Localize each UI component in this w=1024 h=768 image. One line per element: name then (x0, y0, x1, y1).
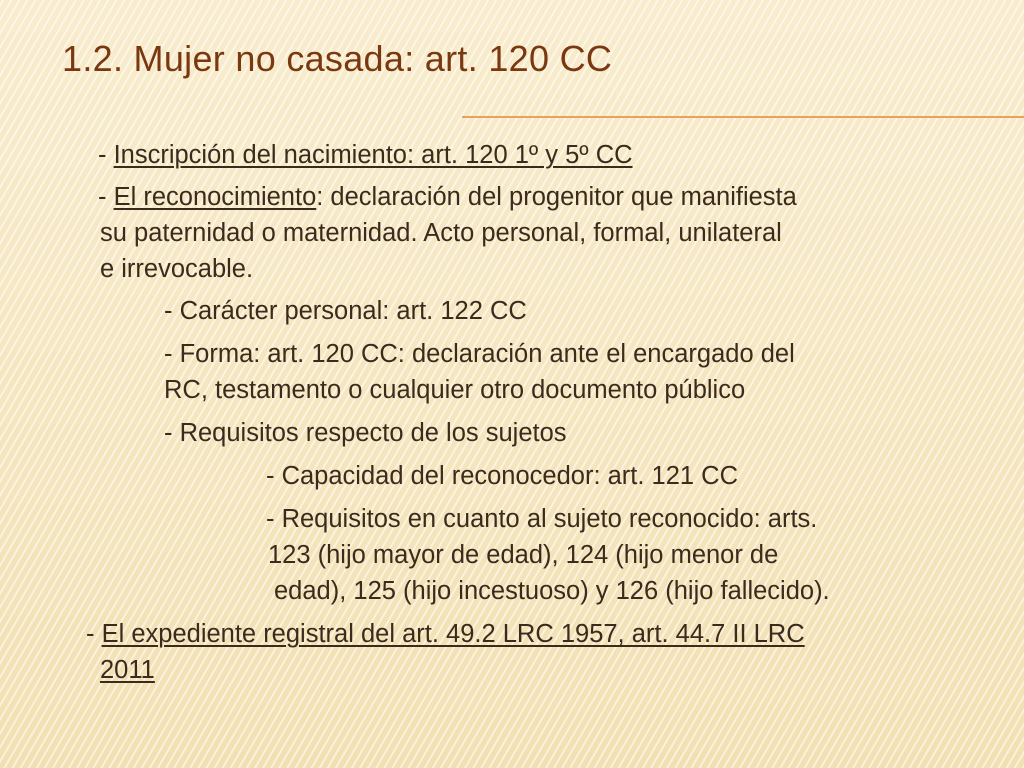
bullet-dash: - (86, 620, 102, 648)
capacidad-reconocedor: - Capacidad del reconocedor: art. 121 CC (266, 462, 739, 490)
forma-line: - Forma: art. 120 CC: declaración ante el encargado del (164, 340, 795, 368)
title-divider (462, 116, 1024, 118)
bullet-dash: - (98, 141, 114, 169)
inscripcion-link[interactable]: Inscripción del nacimiento: art. 120 1º y 5º CC (113, 141, 633, 169)
caracter-personal: - Carácter personal: art. 122 CC (164, 297, 527, 325)
requisitos-reconocido-end: edad), 125 (hijo incestuoso) y 126 (hijo fallecido). (274, 577, 830, 605)
line-expediente (86, 617, 805, 651)
reconocimiento-link[interactable]: El reconocimiento (113, 183, 317, 211)
slide-title: 1.2. Mujer no casada: art. 120 CC (62, 38, 613, 79)
forma-line-cont: RC, testamento o cualquier otro documento público (164, 376, 746, 404)
line-reconocimiento (98, 180, 797, 214)
expediente-link[interactable]: El expediente registral del art. 49.2 LRC 1957, art. 44.7 II LRC (101, 620, 805, 648)
line-expediente-cont (100, 653, 155, 687)
requisitos-reconocido-cont: 123 (hijo mayor de edad), 124 (hijo menor de (268, 541, 779, 569)
line-inscripcion (98, 138, 633, 172)
reconocimiento-text-end: e irrevocable. (100, 255, 254, 283)
expediente-link-cont[interactable]: 2011 (100, 656, 155, 684)
reconocimiento-text: : declaración del progenitor que manifiesta (316, 183, 797, 211)
reconocimiento-text-cont: su paternidad o maternidad. Acto personal, formal, unilateral (100, 219, 782, 247)
requisitos-sujetos: - Requisitos respecto de los sujetos (164, 419, 567, 447)
bullet-dash: - (98, 183, 114, 211)
requisitos-reconocido: - Requisitos en cuanto al sujeto reconocido: arts. (266, 505, 818, 533)
